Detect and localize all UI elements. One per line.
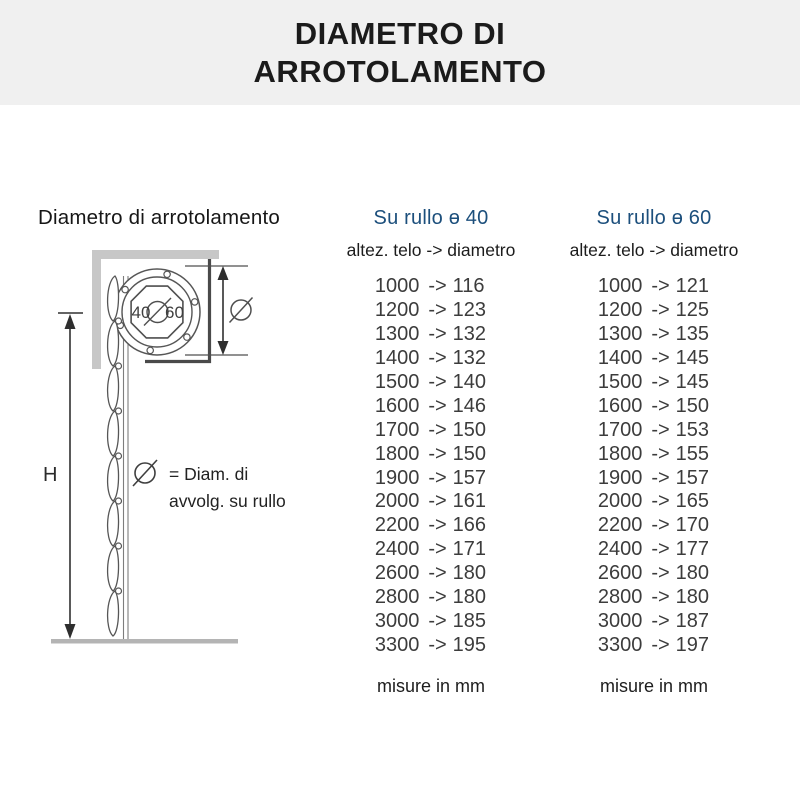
table-row	[548, 299, 760, 323]
table-row	[548, 490, 760, 514]
roll-label-60: 60	[165, 303, 184, 322]
diameter-value: 195	[452, 633, 487, 656]
arrow-glyph: ->	[428, 538, 447, 561]
table-title-rullo-40: Su rullo ɵ 40	[373, 207, 489, 229]
table-subtitle: altez. telo -> diametro	[346, 240, 516, 260]
arrow-glyph: ->	[651, 275, 670, 298]
arrow-glyph: ->	[428, 347, 447, 370]
table-row	[548, 562, 760, 586]
height-value: 2800	[597, 586, 643, 609]
height-value: 1500	[597, 371, 643, 393]
arrow-glyph: ->	[651, 633, 670, 656]
arrow-glyph: ->	[428, 442, 447, 465]
diameter-value: 157	[452, 466, 487, 489]
diameter-value: 180	[452, 562, 487, 585]
table-row	[548, 538, 760, 562]
table-row	[548, 514, 760, 538]
arrow-glyph: ->	[428, 562, 447, 585]
table-row	[548, 418, 760, 442]
arrow-glyph: ->	[428, 490, 447, 513]
height-value: 1700	[374, 418, 420, 441]
table-rows	[325, 275, 537, 657]
arrow-glyph: ->	[428, 323, 447, 346]
height-value: 2200	[374, 514, 420, 537]
table-row	[548, 466, 760, 490]
table-rullo-40	[325, 205, 537, 697]
height-value: 2400	[374, 538, 420, 561]
diameter-value: 177	[675, 538, 710, 561]
height-value: 1300	[597, 323, 643, 346]
roller-shutter-diagram	[35, 240, 297, 652]
table-row	[325, 442, 537, 466]
diameter-value: 145	[675, 371, 710, 393]
height-value: 1000	[374, 275, 420, 298]
table-row	[548, 394, 760, 418]
height-value: 2000	[374, 490, 420, 513]
arrow-glyph: ->	[651, 347, 670, 370]
arrow-glyph: ->	[651, 299, 670, 322]
legend-line2: avvolg. su rullo	[169, 491, 286, 511]
diameter-symbol-icon	[230, 298, 253, 323]
diameter-value: 140	[452, 371, 487, 393]
height-value: 1400	[597, 347, 643, 370]
arrow-glyph: ->	[428, 299, 447, 322]
arrow-glyph: ->	[428, 586, 447, 609]
arrow-glyph: ->	[651, 538, 670, 561]
height-value: 2400	[597, 538, 643, 561]
table-row	[325, 562, 537, 586]
height-value: 1200	[374, 299, 420, 322]
page-title-line1: DIAMETRO DI	[294, 15, 506, 51]
page-header	[0, 0, 800, 105]
arrow-glyph: ->	[428, 633, 447, 656]
table-row	[325, 514, 537, 538]
table-rows	[548, 275, 760, 657]
arrow-glyph: ->	[651, 514, 670, 537]
diameter-value: 132	[452, 323, 487, 346]
height-value: 1800	[374, 442, 420, 465]
height-value: 1400	[374, 347, 420, 370]
diameter-value: 171	[452, 538, 487, 561]
arrow-glyph: ->	[428, 466, 447, 489]
arrow-glyph: ->	[428, 394, 447, 417]
height-value: 3300	[597, 633, 643, 656]
diameter-value: 145	[675, 347, 710, 370]
diameter-value: 125	[675, 299, 710, 322]
height-value: 1900	[597, 466, 643, 489]
table-row	[325, 299, 537, 323]
table-row	[325, 586, 537, 610]
arrow-glyph: ->	[651, 562, 670, 585]
arrow-glyph: ->	[651, 490, 670, 513]
height-value: 1500	[374, 371, 420, 393]
diameter-value: 180	[675, 562, 710, 585]
height-value: 1900	[374, 466, 420, 489]
diameter-value: 150	[452, 418, 487, 441]
table-row	[325, 633, 537, 657]
diameter-value: 180	[675, 586, 710, 609]
diameter-value: 153	[675, 418, 710, 441]
diameter-value: 121	[675, 275, 710, 298]
arrow-glyph: ->	[651, 394, 670, 417]
diameter-value: 146	[452, 394, 487, 417]
diameter-value: 150	[452, 442, 487, 465]
diameter-value: 187	[675, 609, 710, 632]
diameter-value: 123	[452, 299, 487, 322]
table-row	[325, 323, 537, 347]
diameter-value: 165	[675, 490, 710, 513]
table-row	[548, 275, 760, 299]
diameter-value: 161	[452, 490, 487, 513]
diameter-legend-icon	[133, 460, 157, 486]
table-title-rullo-60: Su rullo ɵ 60	[596, 207, 712, 229]
table-row	[325, 347, 537, 371]
table-row	[548, 347, 760, 371]
arrow-glyph: ->	[428, 609, 447, 632]
floor-line	[51, 639, 238, 644]
page-title-line2: ARROTOLAMENTO	[253, 53, 547, 89]
height-value: 2600	[374, 562, 420, 585]
table-row	[325, 609, 537, 633]
table-footer: misure in mm	[599, 676, 708, 697]
height-value: 3300	[374, 633, 420, 656]
table-row	[548, 442, 760, 466]
height-value: 1300	[374, 323, 420, 346]
table-row	[325, 418, 537, 442]
arrow-glyph: ->	[651, 442, 670, 465]
height-value: 2600	[597, 562, 643, 585]
height-value: 2800	[374, 586, 420, 609]
height-value: 1000	[597, 275, 643, 298]
arrow-glyph: ->	[428, 371, 447, 393]
height-value: 1200	[597, 299, 643, 322]
table-row	[325, 490, 537, 514]
height-value: 2200	[597, 514, 643, 537]
arrow-glyph: ->	[651, 371, 670, 393]
table-row	[548, 633, 760, 657]
table-row	[325, 538, 537, 562]
diameter-value: 155	[675, 442, 710, 465]
table-row	[548, 323, 760, 347]
table-row	[325, 394, 537, 418]
roll-label-40: 40	[131, 303, 151, 322]
height-label: H	[43, 464, 58, 486]
table-footer: misure in mm	[376, 676, 485, 697]
diameter-value: 166	[452, 514, 487, 537]
height-value: 3000	[597, 609, 643, 632]
height-value: 1700	[597, 418, 643, 441]
height-value: 1800	[597, 442, 643, 465]
arrow-glyph: ->	[651, 418, 670, 441]
diameter-value: 180	[452, 586, 487, 609]
height-value: 1600	[374, 394, 420, 417]
arrow-glyph: ->	[651, 609, 670, 632]
table-row	[548, 586, 760, 610]
arrow-glyph: ->	[428, 275, 447, 298]
diameter-value: 135	[675, 323, 710, 346]
diameter-value: 185	[452, 609, 487, 632]
arrow-glyph: ->	[651, 586, 670, 609]
legend-line1: = Diam. di	[169, 464, 249, 484]
table-row	[325, 371, 537, 395]
height-value: 1600	[597, 394, 643, 417]
arrow-glyph: ->	[428, 418, 447, 441]
arrow-glyph: ->	[428, 514, 447, 537]
height-dimension-arrow	[58, 313, 83, 639]
diameter-value: 150	[675, 394, 710, 417]
table-row	[548, 371, 760, 395]
diameter-value: 197	[675, 633, 710, 656]
table-row	[548, 609, 760, 633]
height-value: 2000	[597, 490, 643, 513]
diameter-value: 116	[452, 275, 485, 298]
table-rullo-60	[548, 205, 760, 697]
diameter-value: 157	[675, 466, 710, 489]
diagram-title: Diametro di arrotolamento	[38, 206, 280, 229]
table-subtitle: altez. telo -> diametro	[569, 240, 739, 260]
table-row	[325, 466, 537, 490]
height-value: 3000	[374, 609, 420, 632]
table-row	[325, 275, 537, 299]
diameter-value: 132	[452, 347, 487, 370]
arrow-glyph: ->	[651, 323, 670, 346]
arrow-glyph: ->	[651, 466, 670, 489]
diameter-value: 170	[675, 514, 710, 537]
